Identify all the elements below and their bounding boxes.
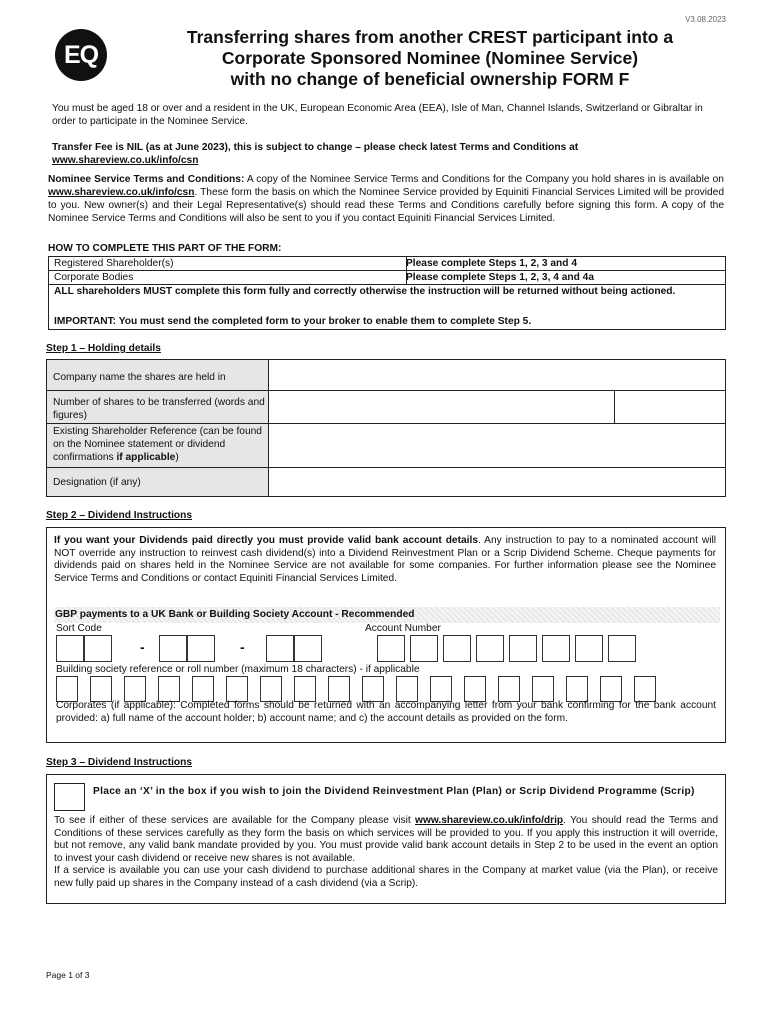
building-society-char-3[interactable] (124, 676, 146, 702)
building-society-char-14[interactable] (498, 676, 520, 702)
equiniti-logo: EQ (55, 29, 107, 81)
step3-heading: Step 3 – Dividend Instructions (46, 757, 193, 768)
step2-box (46, 527, 726, 743)
gbp-heading: GBP payments to a UK Bank or Building Society Account - Recommended (55, 609, 415, 620)
building-society-char-7[interactable] (260, 676, 282, 702)
building-society-char-5[interactable] (192, 676, 214, 702)
terms-text-b: . These form the basis on which the Nominee Service provided by Equiniti Financial Services Limited will be provided to you. New owner(s) and their Legal Representative(s) should read these Terms and Conditions carefully before signing this form. A copy of the Nominee Service Terms and Conditions will also be sent to you if you contact Equiniti Financial Services Limited. (48, 187, 724, 224)
designation-label: Designation (if any) (53, 477, 141, 488)
shares-figures-input[interactable] (615, 391, 725, 423)
building-society-char-15[interactable] (532, 676, 554, 702)
title-line-3: with no change of beneficial ownership FORM F (230, 69, 630, 89)
reference-label (53, 425, 265, 464)
important-note: IMPORTANT: You must send the completed form to your broker to enable them to complete Step 5. (54, 316, 532, 327)
how-to-who-1: Registered Shareholder(s) (49, 257, 407, 271)
terms-heading: Nominee Service Terms and Conditions: (48, 174, 245, 185)
account-digit-7[interactable] (575, 635, 603, 662)
building-society-char-6[interactable] (226, 676, 248, 702)
designation-input[interactable] (269, 468, 725, 496)
drip-info-b: . You should read the Terms and Conditions of these services carefully as they form the basis on which services will be provided to you. If you apply this instruction it will override, but not remove, any valid bank mandate provided by you. You must provide valid bank account details in Step 2 to be used in the event an option to invest your cash dividend or receive new shares is not available. (54, 815, 718, 864)
dividend-intro-text: . Any instruction to pay to a nominated account will NOT override any instruction to reinvest cash dividend(s) into a Dividend Reinvestment Plan or a Scrip Dividend Scheme. Cheque payments for dividends paid on shares held in the Nominee Service are not available for some companies. For further information please see the Nominee Service Terms and Conditions or contact Equiniti Financial Services Limited. (54, 535, 716, 584)
building-society-label: Building society reference or roll number (maximum 18 characters) - if applicable (56, 664, 420, 675)
drip-checkbox-label: Place an ‘X’ in the box if you wish to join the Dividend Reinvestment Plan (Plan) or Scrip Dividend Programme (Scrip) (93, 786, 695, 797)
fee-text: Transfer Fee is NIL (as at June 2023), this is subject to change – please check latest Terms and Conditions at (52, 142, 579, 153)
dividend-intro-bold: If you want your Dividends paid directly you must provide valid bank account details (54, 535, 478, 546)
how-to-steps-2: Please complete Steps 1, 2, 3, 4 and 4a (402, 271, 726, 285)
service-text: If a service is available you can use your cash dividend to purchase additional shares in the Company at market value (via the Plan), or receive new fully paid up shares in the Company instead of a cash dividend (via a Scrip). (54, 865, 718, 889)
account-digit-5[interactable] (509, 635, 537, 662)
building-society-char-11[interactable] (396, 676, 418, 702)
company-name-label: Company name the shares are held in (53, 372, 226, 383)
title-line-2: Corporate Sponsored Nominee (Nominee Service) (221, 48, 639, 68)
sort-code-label: Sort Code (56, 623, 102, 634)
fee-link[interactable]: www.shareview.co.uk/info/csn (52, 155, 199, 166)
step3-box (46, 774, 726, 904)
sort-code-digit-2[interactable] (84, 635, 112, 662)
step1-box (46, 359, 726, 497)
reference-label-bold: if applicable (116, 452, 176, 463)
account-digit-6[interactable] (542, 635, 570, 662)
account-number-label: Account Number (365, 623, 441, 634)
building-society-char-2[interactable] (90, 676, 112, 702)
reference-label-close: ) (175, 452, 179, 463)
eligibility-text: You must be aged 18 or over and a resident in the UK, European Economic Area (EEA), Isle of Man, Channel Islands, Switzerland or Gibraltar in order to participate in the Nominee Service. (52, 103, 703, 127)
terms-paragraph (48, 173, 724, 225)
transfer-fee-text (52, 141, 724, 167)
shares-label: Number of shares to be transferred (words and figures) (53, 397, 265, 421)
version-label: V3.08.2023 (685, 15, 726, 24)
corporates-note: Corporates (if applicable): Completed forms should be returned with an accompanying letter from your bank confirming for the bank account provided: a) full name of the account holder; b) account name; and c) the account details as provided on the form. (56, 700, 716, 724)
drip-link[interactable]: www.shareview.co.uk/info/drip (415, 815, 564, 826)
building-society-char-18[interactable] (634, 676, 656, 702)
account-digit-4[interactable] (476, 635, 504, 662)
building-society-char-1[interactable] (56, 676, 78, 702)
gbp-heading-bar (54, 607, 720, 623)
page-number: Page 1 of 3 (46, 970, 90, 980)
how-to-steps-1: Please complete Steps 1, 2, 3 and 4 (402, 257, 726, 271)
sort-code-dash-1: - (140, 639, 145, 655)
drip-info-a: To see if either of these services are available for the Company please visit (54, 815, 411, 826)
account-digit-3[interactable] (443, 635, 471, 662)
account-digit-2[interactable] (410, 635, 438, 662)
building-society-char-10[interactable] (362, 676, 384, 702)
how-to-who-2: Corporate Bodies (49, 271, 407, 285)
step1-heading: Step 1 – Holding details (46, 343, 161, 354)
how-to-box (48, 256, 726, 330)
building-society-char-13[interactable] (464, 676, 486, 702)
sort-code-digit-1[interactable] (56, 635, 84, 662)
step2-heading: Step 2 – Dividend Instructions (46, 510, 193, 521)
sort-code-digit-6[interactable] (294, 635, 322, 662)
building-society-char-9[interactable] (328, 676, 350, 702)
shares-words-input[interactable] (269, 391, 615, 423)
terms-text-a: A copy of the Nominee Service Terms and Conditions for the Company you hold shares in is available on (246, 174, 724, 185)
building-society-char-16[interactable] (566, 676, 588, 702)
sort-code-digit-5[interactable] (266, 635, 294, 662)
page-title (150, 27, 710, 90)
title-line-1: Transferring shares from another CREST participant into a (186, 27, 674, 47)
building-society-char-17[interactable] (600, 676, 622, 702)
account-digit-1[interactable] (377, 635, 405, 662)
drip-checkbox[interactable] (54, 783, 85, 811)
building-society-char-12[interactable] (430, 676, 452, 702)
terms-link[interactable]: www.shareview.co.uk/info/csn (48, 187, 195, 198)
sort-code-dash-2: - (240, 639, 245, 655)
account-digit-8[interactable] (608, 635, 636, 662)
building-society-char-4[interactable] (158, 676, 180, 702)
sort-code-digit-4[interactable] (187, 635, 215, 662)
how-to-heading: HOW TO COMPLETE THIS PART OF THE FORM: (48, 243, 282, 254)
dividend-intro (54, 535, 716, 585)
drip-info (54, 815, 718, 891)
company-name-input[interactable] (269, 360, 725, 390)
reference-label-text: Existing Shareholder Reference (can be found on the Nominee statement or dividend confirmations (53, 426, 262, 463)
reference-input[interactable] (269, 424, 725, 467)
all-shareholders-note: ALL shareholders MUST complete this form fully and correctly otherwise the instruction will be returned without being actioned. (54, 286, 676, 297)
building-society-char-8[interactable] (294, 676, 316, 702)
sort-code-digit-3[interactable] (159, 635, 187, 662)
